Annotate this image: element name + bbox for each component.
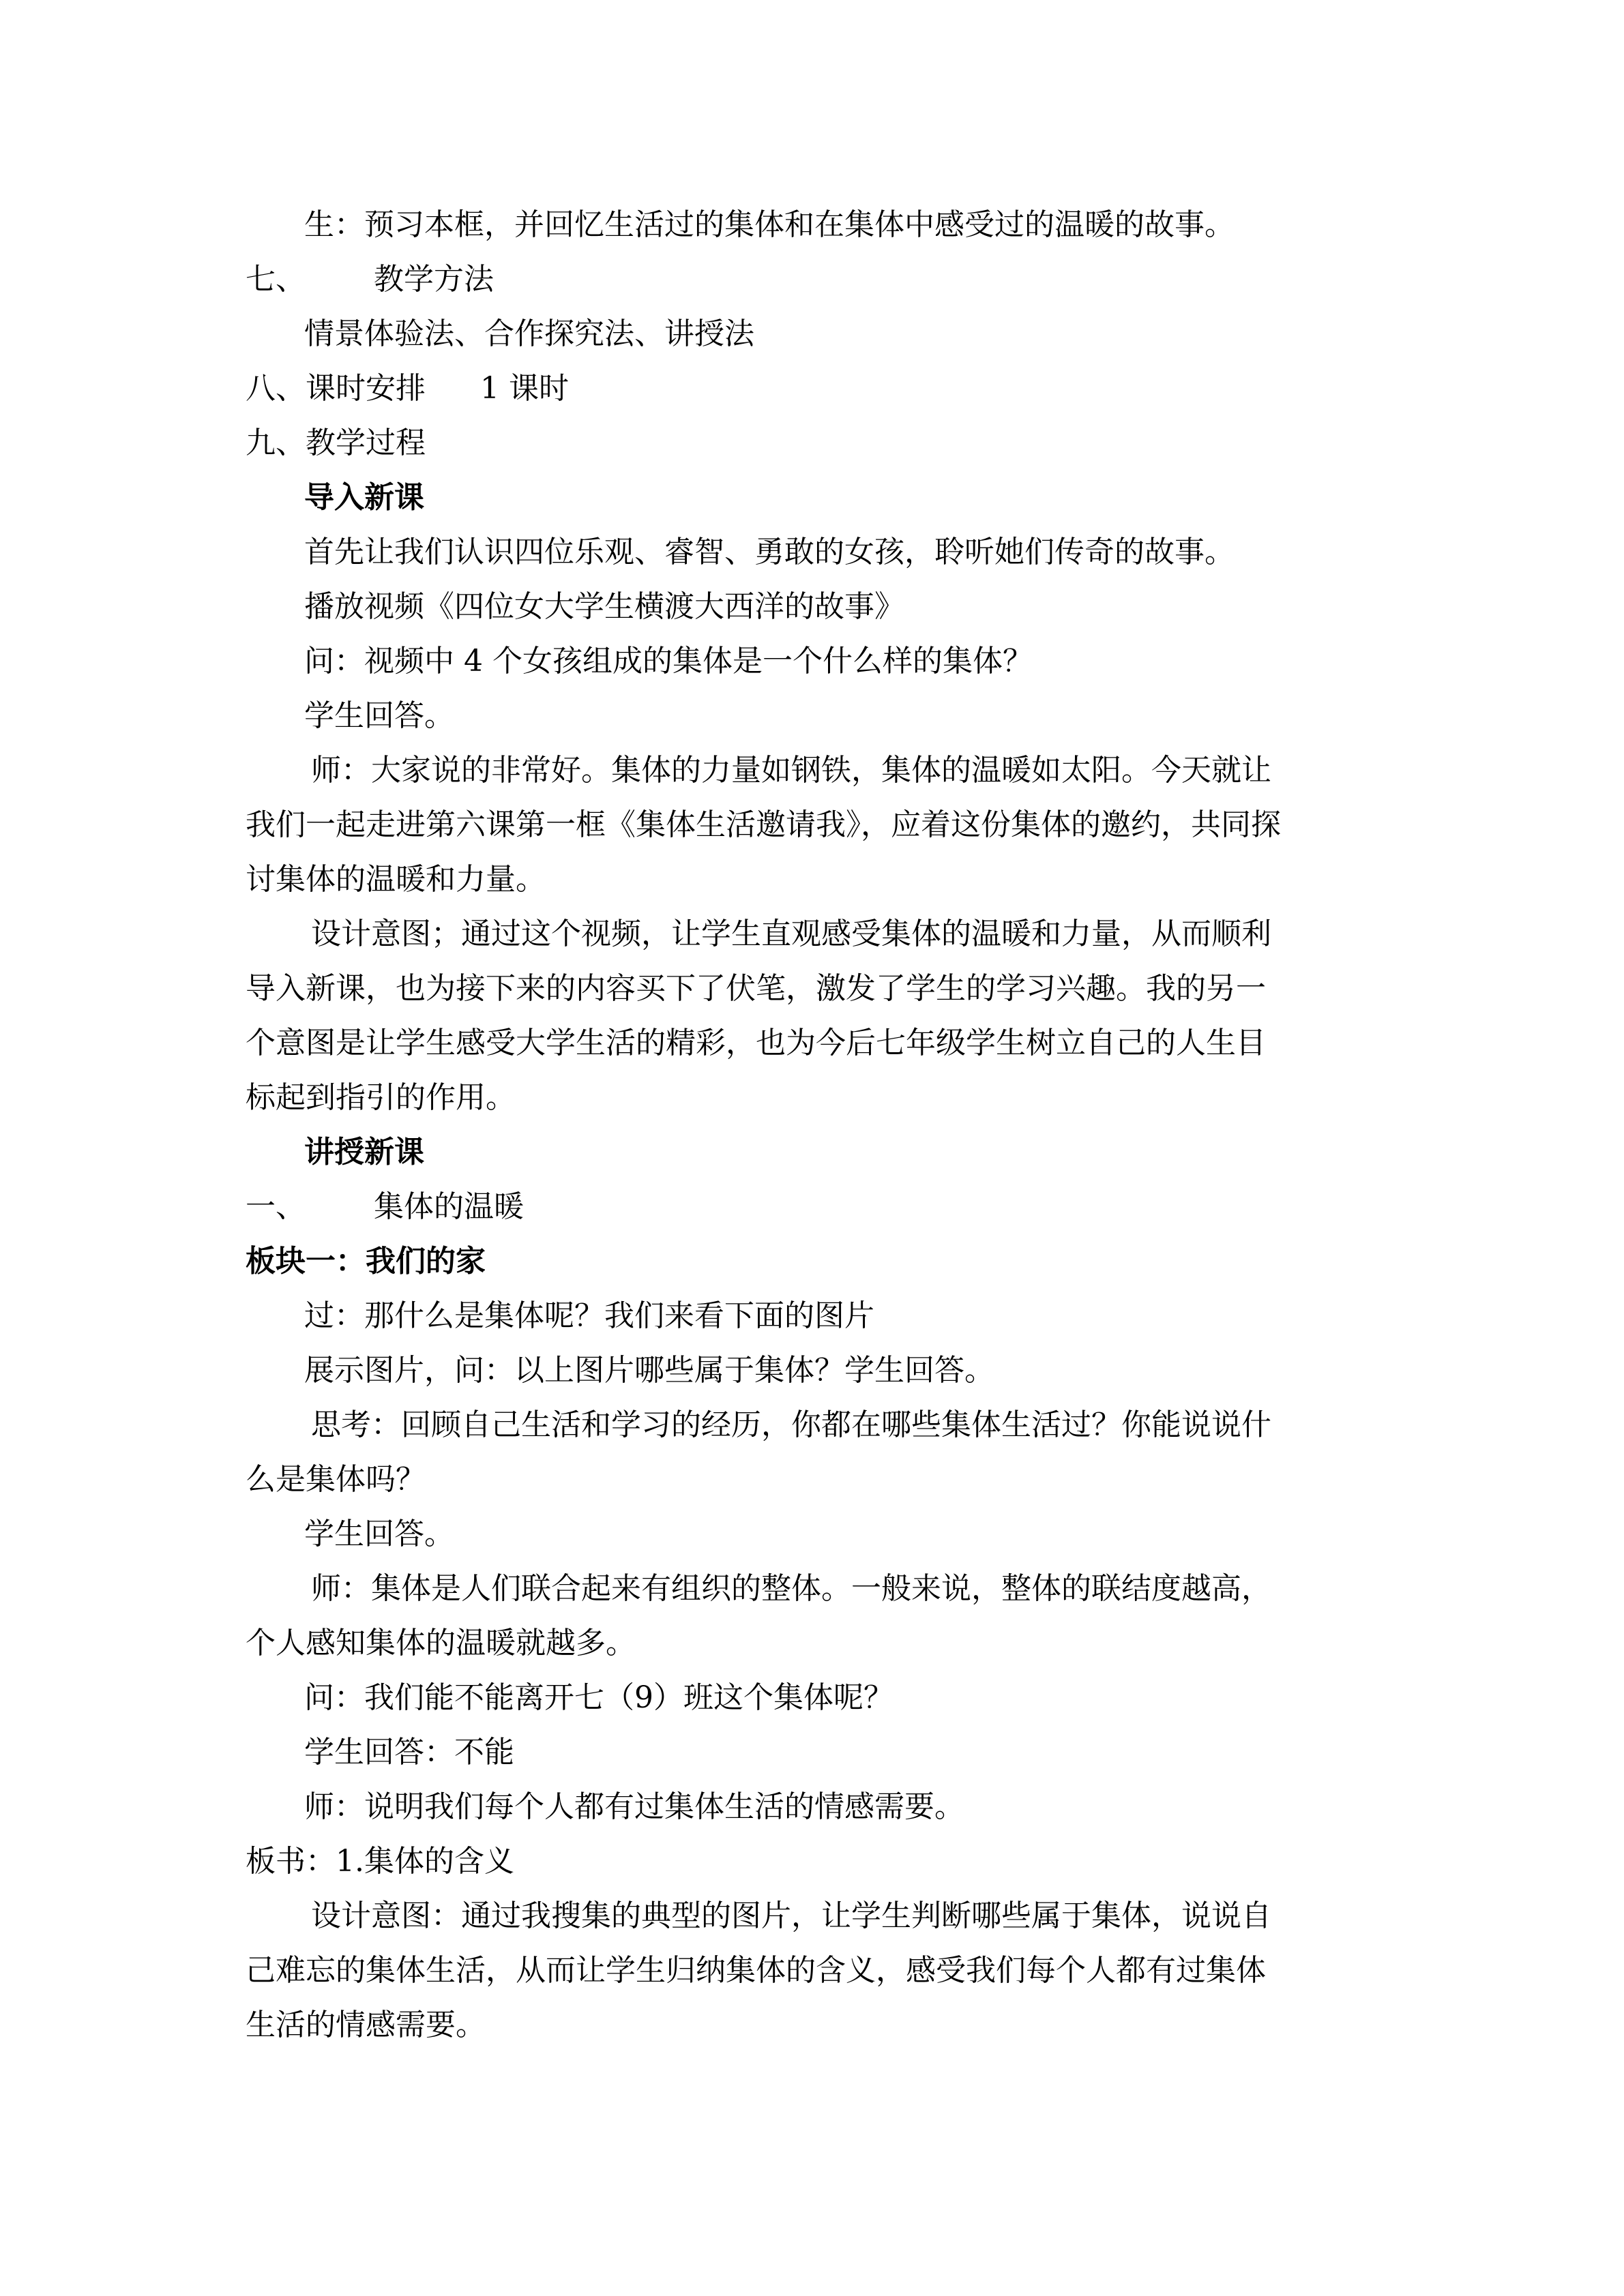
paragraph-line: 设计意图；通过这个视频，让学生直观感受集体的温暖和力量，从而顺利 xyxy=(311,916,1271,951)
paragraph-line: 生活的情感需要。 xyxy=(246,2008,486,2042)
board-writing: 板书：1.集体的含义 xyxy=(246,1844,514,1879)
paragraph-line: 导入新课，也为接下来的内容买下了伏笔，激发了学生的学习兴趣。我的另一 xyxy=(246,971,1266,1006)
section-value: 1 课时 xyxy=(480,371,569,406)
block-heading: 板块一：我们的家 xyxy=(246,1244,486,1279)
paragraph-line: 师：大家说的非常好。集体的力量如钢铁，集体的温暖如太阳。今天就让 xyxy=(311,753,1271,788)
paragraph-line: 讨集体的温暖和力量。 xyxy=(246,862,546,897)
paragraph-line: 问：我们能不能离开七（9）班这个集体呢？ xyxy=(304,1680,894,1715)
paragraph-line: 学生回答：不能 xyxy=(304,1735,514,1770)
paragraph-line: 个人感知集体的温暖就越多。 xyxy=(246,1626,636,1660)
paragraph-line: 设计意图：通过我搜集的典型的图片，让学生判断哪些属于集体，说说自 xyxy=(311,1898,1271,1933)
paragraph-line: 师：说明我们每个人都有过集体生活的情感需要。 xyxy=(304,1789,964,1824)
paragraph-line: 生：预习本框，并回忆生活过的集体和在集体中感受过的温暖的故事。 xyxy=(304,207,1235,242)
subheading: 讲授新课 xyxy=(304,1135,424,1169)
paragraph-line: 我们一起走进第六课第一框《集体生活邀请我》，应着这份集体的邀约，共同探 xyxy=(246,807,1281,842)
section-heading-8 xyxy=(246,361,1378,416)
paragraph-line: 个意图是让学生感受大学生活的精彩，也为今后七年级学生树立自己的人生目 xyxy=(246,1026,1266,1060)
paragraph-line: 过：那什么是集体呢？我们来看下面的图片 xyxy=(304,1298,874,1333)
paragraph-line: 么是集体吗？ xyxy=(246,1462,426,1497)
section-heading-1 xyxy=(246,1180,1378,1234)
paragraph-line: 展示图片，问：以上图片哪些属于集体？学生回答。 xyxy=(304,1353,994,1388)
paragraph-line: 己难忘的集体生活，从而让学生归纳集体的含义，感受我们每个人都有过集体 xyxy=(246,1953,1266,1988)
section-heading-7 xyxy=(246,252,1378,307)
section-title: 集体的温暖 xyxy=(374,1189,524,1224)
section-number: 一、 xyxy=(246,1189,306,1224)
section-heading-9: 九、教学过程 xyxy=(246,426,426,460)
document-body xyxy=(246,198,1378,2053)
paragraph-line: 情景体验法、合作探究法、讲授法 xyxy=(304,316,754,351)
paragraph-line: 标起到指引的作用。 xyxy=(246,1080,516,1115)
section-title: 教学方法 xyxy=(374,262,494,297)
paragraph-line: 播放视频《四位女大学生横渡大西洋的故事》 xyxy=(304,589,904,624)
section-number: 七、 xyxy=(246,262,306,297)
paragraph-line: 问：视频中 4 个女孩组成的集体是一个什么样的集体？ xyxy=(304,644,1033,679)
paragraph-line: 学生回答。 xyxy=(304,1517,454,1551)
paragraph-line: 师：集体是人们联合起来有组织的整体。一般来说，整体的联结度越高， xyxy=(311,1571,1271,1606)
paragraph-line: 学生回答。 xyxy=(304,698,454,733)
paragraph-line: 思考：回顾自己生活和学习的经历，你都在哪些集体生活过？你能说说什 xyxy=(311,1407,1271,1442)
section-title: 八、课时安排 xyxy=(246,371,426,406)
subheading: 导入新课 xyxy=(304,480,424,515)
paragraph-line: 首先让我们认识四位乐观、睿智、勇敢的女孩，聆听她们传奇的故事。 xyxy=(304,535,1235,569)
